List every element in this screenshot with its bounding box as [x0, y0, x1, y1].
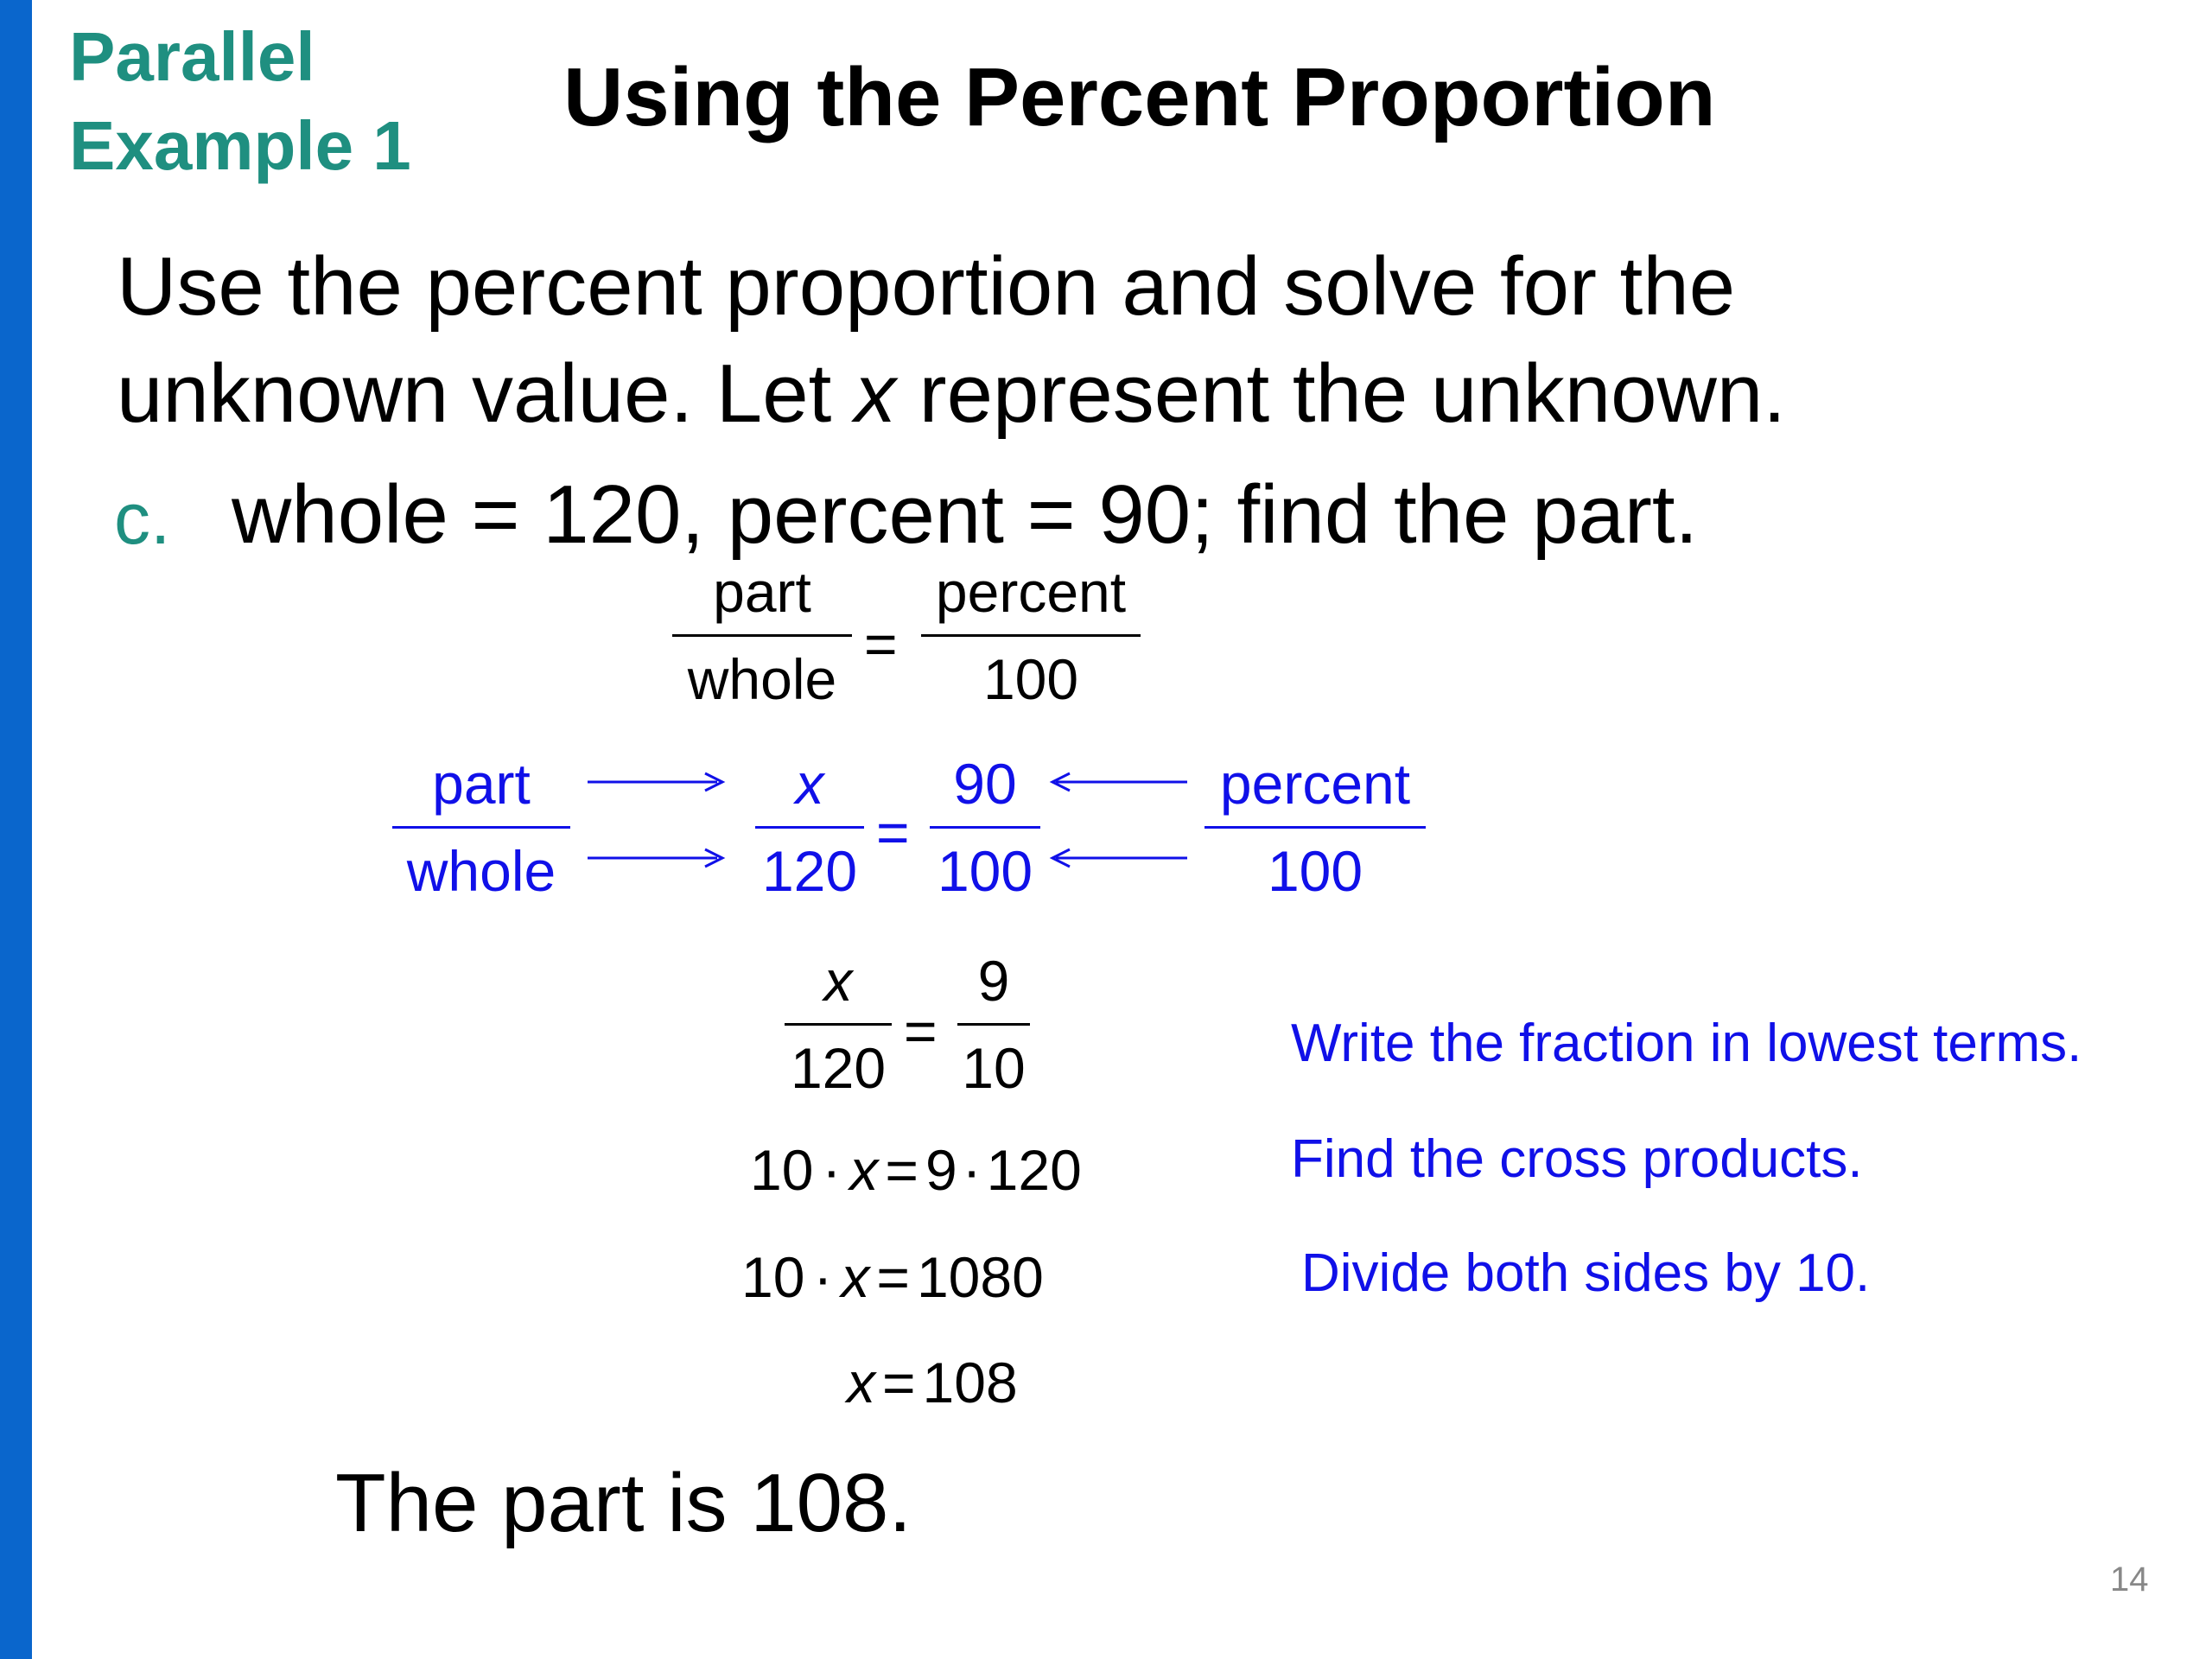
instruction-text-a: unknown value. Let	[117, 347, 855, 440]
example-label	[69, 12, 411, 190]
setup-percent-denominator: 100	[937, 839, 1033, 903]
variable-x: x	[847, 1351, 875, 1414]
step-cross-products-equation	[750, 1137, 1082, 1203]
divide-coefficient: 10	[741, 1245, 805, 1309]
fraction-bar	[755, 826, 864, 829]
setup-x-numerator: x	[795, 752, 824, 816]
page-number: 14	[2110, 1560, 2149, 1599]
instruction-line-1: Use the percent proportion and solve for the	[117, 240, 1736, 333]
step-note-divide: Divide both sides by 10.	[1301, 1243, 1871, 1303]
equals-sign: =	[882, 1351, 916, 1414]
equals-sign: =	[876, 1245, 910, 1309]
fraction-bar	[392, 826, 570, 829]
fraction-bar	[672, 634, 852, 637]
example-label-line1: Parallel	[69, 18, 315, 95]
step-divide-equation	[741, 1244, 1044, 1310]
setup-x-denominator: 120	[761, 839, 858, 903]
setup-percent-numerator: 90	[953, 752, 1017, 816]
formula-right-fraction	[921, 560, 1141, 711]
step-lowest-terms-right-numerator: 9	[977, 949, 1010, 1013]
formula-right-numerator: percent	[935, 560, 1127, 624]
setup-x-fraction	[755, 752, 864, 903]
arrow-left-icon	[1049, 769, 1187, 795]
divide-product: 1080	[916, 1245, 1044, 1309]
step-lowest-terms-equals: =	[904, 999, 938, 1063]
cross-product-factor: 10	[750, 1138, 814, 1202]
conclusion-text: The part is 108.	[335, 1457, 912, 1549]
problem-text: whole = 120, percent = 90; find the part.	[232, 468, 1699, 561]
setup-label-fraction-left	[392, 752, 570, 903]
cross-product-factor: 9	[925, 1138, 957, 1202]
formula-left-numerator: part	[713, 560, 811, 624]
accent-bar	[0, 0, 32, 1659]
variable-x: x	[849, 1138, 879, 1202]
step-lowest-terms-left-numerator: x	[823, 949, 853, 1013]
multiplication-dot: ·	[822, 1138, 842, 1202]
cross-product-factor: 120	[986, 1138, 1082, 1202]
step-note-lowest-terms: Write the fraction in lowest terms.	[1291, 1014, 2082, 1073]
problem-label: c.	[114, 478, 171, 559]
formula-equals: =	[864, 612, 898, 676]
step-note-cross-products: Find the cross products.	[1291, 1129, 1863, 1189]
fraction-bar	[785, 1023, 892, 1026]
fraction-bar	[921, 634, 1141, 637]
step-lowest-terms-left-denominator: 120	[790, 1036, 887, 1100]
setup-right-numerator: percent	[1219, 752, 1411, 816]
setup-label-fraction-right	[1205, 752, 1426, 903]
example-label-line2: Example 1	[69, 107, 411, 184]
instruction-line-2	[117, 340, 1786, 448]
arrow-left-icon	[1049, 845, 1187, 871]
instruction-variable: x	[854, 347, 896, 440]
step-lowest-terms-left-fraction	[785, 949, 892, 1100]
step-lowest-terms-right-denominator: 10	[962, 1036, 1026, 1100]
setup-equals: =	[876, 800, 910, 864]
multiplication-dot: ·	[813, 1245, 833, 1309]
formula-left-fraction	[672, 560, 852, 711]
fraction-bar	[957, 1023, 1030, 1026]
fraction-bar	[930, 826, 1040, 829]
variable-x: x	[841, 1245, 870, 1309]
step-solution-equation	[847, 1350, 1018, 1415]
instruction-text-b: represent the unknown.	[895, 347, 1786, 440]
slide-title: Using the Percent Proportion	[563, 51, 1716, 143]
arrow-right-icon	[588, 845, 726, 871]
equals-sign: =	[885, 1138, 918, 1202]
arrow-right-icon	[588, 769, 726, 795]
setup-left-denominator: whole	[406, 839, 556, 903]
solution-value: 108	[922, 1351, 1018, 1414]
setup-left-numerator: part	[432, 752, 531, 816]
fraction-bar	[1205, 826, 1426, 829]
setup-right-denominator: 100	[1267, 839, 1363, 903]
step-lowest-terms-right-fraction	[957, 949, 1030, 1100]
formula-right-denominator: 100	[982, 647, 1079, 711]
formula-left-denominator: whole	[687, 647, 837, 711]
multiplication-dot: ·	[962, 1138, 982, 1202]
setup-percent-fraction	[930, 752, 1040, 903]
